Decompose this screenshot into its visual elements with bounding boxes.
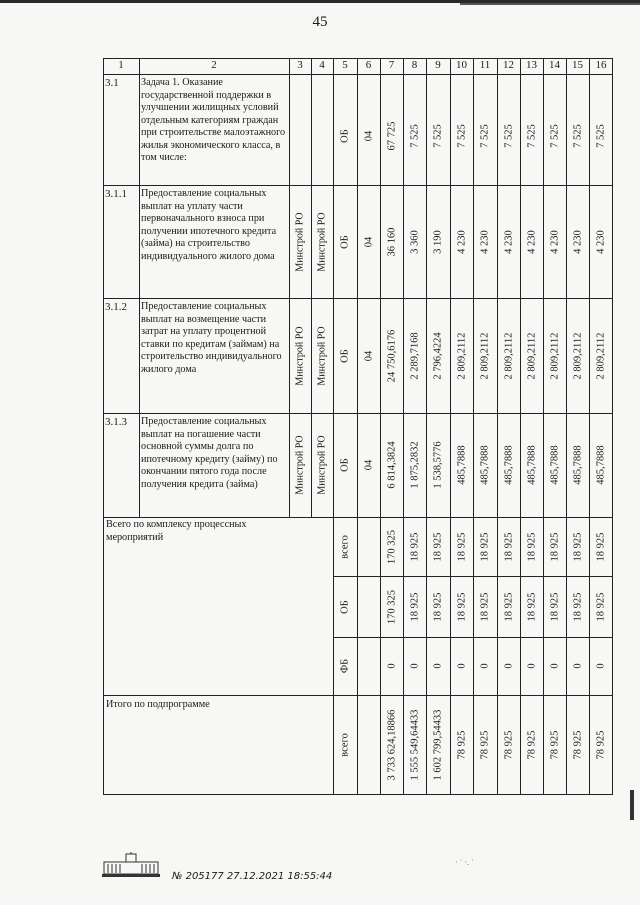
- col-divider: [520, 58, 521, 795]
- total-value-cell: 0: [549, 663, 560, 669]
- row-number: 3.1.3: [105, 416, 127, 428]
- total-value-cell: 18 925: [526, 532, 537, 561]
- value-cell: 7 525: [595, 124, 607, 148]
- scan-edge-mark: [630, 790, 634, 820]
- value-cell: 4 230: [572, 229, 583, 254]
- value-cell: 2 289,7168: [409, 331, 420, 380]
- col-divider: [380, 58, 381, 795]
- value-cell: 2 809,2112: [549, 332, 560, 379]
- value-cell: 7 525: [409, 124, 420, 148]
- executor-cell: Минстрой РО: [294, 211, 306, 272]
- value-cell: 3 190: [432, 229, 444, 254]
- funding-source-cell: ОБ: [339, 458, 351, 472]
- value-cell: 485,7888: [526, 445, 537, 485]
- total-value-cell: 170 325: [386, 529, 397, 564]
- code-cell: 04: [363, 459, 374, 471]
- value-cell: 7 525: [572, 124, 583, 148]
- coexecutor-cell: Минстрой РО: [316, 211, 328, 272]
- subprogram-value-cell: 78 925: [479, 730, 491, 760]
- column-header: 15: [572, 59, 583, 71]
- value-cell: 485,7888: [479, 445, 491, 485]
- value-cell: 4 230: [479, 229, 491, 254]
- column-header: 4: [319, 59, 325, 71]
- col-divider: [403, 58, 404, 795]
- value-cell: 485,7888: [503, 445, 514, 485]
- col-divider: [357, 58, 358, 795]
- value-cell: 7 525: [479, 124, 491, 148]
- subprogram-value-cell: 1 602 799,54433: [432, 709, 444, 781]
- value-cell: 7 525: [432, 124, 444, 148]
- page-number: 45: [312, 14, 328, 30]
- total-value-cell: 0: [526, 663, 537, 669]
- total-value-cell: 170 325: [386, 589, 397, 624]
- value-cell: 2 809,2112: [456, 332, 467, 379]
- subprogram-value-cell: 1 555 549,64433: [409, 709, 420, 781]
- row-description: Задача 1. Оказание государственной поддержки в улучшении жилищных условий отдельным категориям граждан при строительстве малоэтажного жилья экономического класса, в том числе:: [141, 77, 286, 163]
- subprogram-value-cell: 78 925: [595, 730, 607, 760]
- total-value-cell: 18 925: [456, 592, 467, 621]
- value-cell: 485,7888: [572, 445, 583, 485]
- value-cell: 2 809,2112: [572, 332, 583, 379]
- total-value-cell: 0: [386, 663, 397, 669]
- government-building-logo: [100, 852, 162, 878]
- total-value-cell: 18 925: [479, 532, 491, 561]
- col-divider: [473, 58, 474, 795]
- document-registration-number: № 205177 27.12.2021 18:55:44: [172, 871, 333, 882]
- row-divider: [103, 185, 613, 186]
- value-cell: 36 160: [386, 227, 397, 256]
- value-cell: 7 525: [549, 124, 560, 148]
- value-cell: 2 809,2112: [526, 332, 537, 379]
- complex-total-label: Всего по комплексу процессных мероприятий: [106, 519, 247, 543]
- total-value-cell: 18 925: [549, 592, 560, 621]
- col-divider: [497, 58, 498, 795]
- header-divider: [103, 74, 613, 75]
- total-value-cell: 18 925: [503, 592, 514, 621]
- funding-kind-cell: ОБ: [339, 599, 351, 614]
- value-cell: 2 809,2112: [503, 332, 514, 379]
- code-cell: 04: [363, 236, 374, 247]
- value-cell: 7 525: [456, 124, 467, 148]
- total-value-cell: 18 925: [432, 592, 444, 621]
- value-cell: 2 809,2112: [595, 332, 607, 379]
- value-cell: 4 230: [526, 229, 537, 254]
- value-cell: 4 230: [456, 229, 467, 254]
- value-cell: 4 230: [503, 229, 514, 254]
- value-cell: 485,7888: [456, 445, 467, 485]
- total-value-cell: 18 925: [479, 592, 491, 621]
- row-description: Предоставление социальных выплат на погашение части основной суммы долга по ипотечному кредиту (займу) по окончании пятого года после получения кредита (займа): [141, 416, 278, 490]
- value-cell: 1 875,2832: [409, 441, 420, 489]
- column-header: 3: [297, 59, 303, 71]
- subprogram-value-cell: 78 925: [572, 730, 583, 760]
- total-value-cell: 18 925: [549, 532, 560, 561]
- funding-source-cell: ОБ: [339, 234, 351, 249]
- total-value-cell: 18 925: [526, 592, 537, 621]
- column-header: 9: [435, 59, 441, 71]
- column-header: 2: [211, 59, 217, 71]
- subprogram-value-cell: 78 925: [526, 730, 537, 760]
- executor-cell: Минстрой РО: [294, 325, 306, 386]
- row-divider: [103, 517, 613, 518]
- column-header: 6: [365, 59, 372, 71]
- total-value-cell: 18 925: [595, 592, 607, 621]
- row-number: 3.1: [105, 77, 119, 89]
- total-value-cell: 18 925: [409, 532, 420, 561]
- coexecutor-cell: Минстрой РО: [316, 435, 328, 495]
- scan-top-edge-secondary: [460, 3, 640, 5]
- subprogram-value-cell: 78 925: [503, 730, 514, 760]
- subrow-divider: [333, 637, 613, 638]
- row-description: Предоставление социальных выплат на возмещение части затрат на уплату процентной ставки по кредитам (займам) на строительство индивидуального жилого дома: [141, 301, 282, 375]
- total-value-cell: 0: [479, 663, 491, 669]
- subprogram-value-cell: 78 925: [456, 730, 467, 760]
- value-cell: 4 230: [549, 229, 560, 254]
- column-header: 12: [503, 59, 514, 71]
- funding-kind-cell: всего: [339, 534, 351, 559]
- total-value-cell: 18 925: [432, 532, 444, 561]
- column-header: 10: [456, 59, 467, 71]
- col-divider: [589, 58, 590, 795]
- column-header: 5: [342, 59, 348, 71]
- column-header: 13: [526, 59, 537, 71]
- value-cell: 4 230: [595, 229, 607, 254]
- funding-kind-cell: всего: [339, 733, 351, 757]
- col-divider: [450, 58, 451, 795]
- total-value-cell: 0: [595, 663, 607, 669]
- subprogram-value-cell: 78 925: [549, 730, 560, 760]
- row-number: 3.1.2: [105, 301, 127, 313]
- column-header: 7: [388, 59, 395, 71]
- subprogram-value-cell: 3 733 624,18866: [386, 709, 397, 781]
- value-cell: 7 525: [526, 124, 537, 148]
- row-divider: [103, 695, 613, 696]
- row-divider: [103, 298, 613, 299]
- value-cell: 1 538,5776: [432, 441, 444, 489]
- col-divider: [543, 58, 544, 795]
- total-value-cell: 18 925: [595, 532, 607, 561]
- funding-source-cell: ОБ: [339, 348, 351, 363]
- total-value-cell: 0: [432, 663, 444, 669]
- value-cell: 485,7888: [595, 445, 607, 485]
- total-value-cell: 18 925: [503, 532, 514, 561]
- subprogram-total-label: Итого по подпрограмме: [106, 699, 210, 710]
- total-value-cell: 18 925: [456, 532, 467, 561]
- value-cell: 3 360: [409, 229, 420, 254]
- col-divider: [426, 58, 427, 795]
- funding-source-cell: ОБ: [339, 129, 351, 143]
- total-value-cell: 0: [503, 663, 514, 669]
- col-divider: [289, 58, 290, 517]
- total-value-cell: 0: [409, 663, 420, 669]
- col-divider: [311, 58, 312, 517]
- total-value-cell: 0: [456, 663, 467, 669]
- total-value-cell: 0: [572, 663, 583, 669]
- col-divider: [333, 58, 334, 795]
- row-number: 3.1.1: [105, 188, 127, 200]
- column-header: 1: [118, 59, 124, 71]
- column-header: 8: [411, 59, 418, 71]
- value-cell: 2 796,4224: [432, 331, 444, 380]
- total-value-cell: 18 925: [572, 532, 583, 561]
- col-divider: [566, 58, 567, 795]
- row-divider: [103, 413, 613, 414]
- column-header: 16: [595, 59, 607, 71]
- code-cell: 04: [363, 350, 374, 361]
- value-cell: 7 525: [503, 124, 514, 148]
- total-value-cell: 18 925: [409, 592, 420, 621]
- subrow-divider: [333, 576, 613, 577]
- scan-specks: · ˙ ·. ˙: [455, 858, 474, 867]
- value-cell: 6 814,3824: [386, 441, 397, 489]
- column-header: 14: [549, 59, 560, 71]
- row-description: Предоставление социальных выплат на уплату части первоначального взноса при получении ипотечного кредита (займа) на строительство индивидуального жилого дома: [141, 188, 277, 262]
- coexecutor-cell: Минстрой РО: [316, 325, 328, 386]
- column-header: 11: [479, 59, 491, 71]
- executor-cell: Минстрой РО: [294, 435, 306, 495]
- code-cell: 04: [363, 130, 374, 142]
- funding-kind-cell: ФБ: [339, 658, 351, 674]
- value-cell: 67 725: [386, 121, 397, 151]
- value-cell: 485,7888: [549, 445, 560, 485]
- total-value-cell: 18 925: [572, 592, 583, 621]
- value-cell: 24 750,6176: [386, 329, 397, 382]
- value-cell: 2 809,2112: [479, 332, 491, 379]
